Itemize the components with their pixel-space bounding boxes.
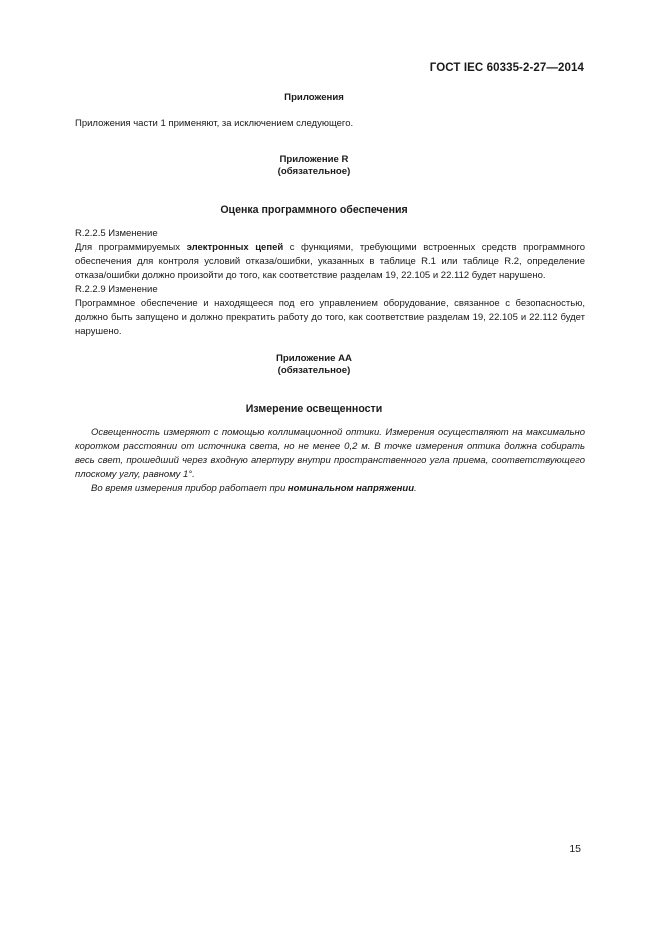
annex-aa-paragraph-2-start: Во время измерения прибор работает при — [91, 483, 288, 494]
annex-r-status: (обязательное) — [277, 166, 351, 177]
section-title: Приложения — [284, 92, 344, 103]
clause-r-2-2-9-text: Программное обеспечение и находящееся под его управлением оборудование, связанное с безопасностью, должно быть запущено и должно прекратить работу до того, как соответствие разделам 19, 22.105 и 22.112 будет нарушено. — [75, 298, 585, 337]
section-intro: Приложения части 1 применяют, за исключением следующего. — [75, 118, 354, 129]
annex-aa-paragraph-1: Освещенность измеряют с помощью коллимационной оптики. Измерения осуществляют на максимально коротком расстоянии от источника света, но не менее 0,2 м. В точке измерения оптика должна собирать весь свет, прошедший через входную апертуру внутри пространственного угла приема, соответствующего плоскому углу, равному 1°. — [75, 427, 585, 480]
annex-aa-paragraph-2 — [75, 482, 585, 496]
annex-aa-body — [75, 426, 585, 496]
term-rated-voltage: номинальном напряжении — [287, 483, 415, 494]
clause-r-2-2-5-label: R.2.2.5 Изменение — [75, 228, 158, 239]
annex-r-heading: Оценка программного обеспечения — [220, 204, 408, 216]
annex-aa-title: Приложение АА — [276, 353, 352, 364]
clause-r-2-2-5-text-start: Для программируемых — [75, 242, 187, 253]
term-electronic-circuits: электронных цепей — [186, 242, 284, 253]
clause-r-2-2-5-text-end: с функциями, требующими встроенных средств программного обеспечения для контроля условий отказа/ошибки, указанных в таблице R.1 или таблице R.2, определение отказа/ошибки должно произойти до того, как соответствие разделам 19, 22.105 и 22.112 будет нарушено. — [75, 242, 585, 281]
annex-r-body — [75, 227, 585, 339]
annex-r-title: Приложение R — [279, 154, 349, 165]
page-number: 15 — [569, 843, 581, 855]
clause-r-2-2-5-text — [75, 241, 585, 283]
annex-aa-paragraph-2-end: . — [414, 483, 417, 494]
annex-aa-status: (обязательное) — [277, 365, 351, 376]
clause-r-2-2-9-label: R.2.2.9 Изменение — [75, 284, 158, 295]
annex-aa-heading: Измерение освещенности — [245, 403, 383, 415]
standard-header: ГОСТ IEC 60335-2-27—2014 — [429, 62, 584, 74]
